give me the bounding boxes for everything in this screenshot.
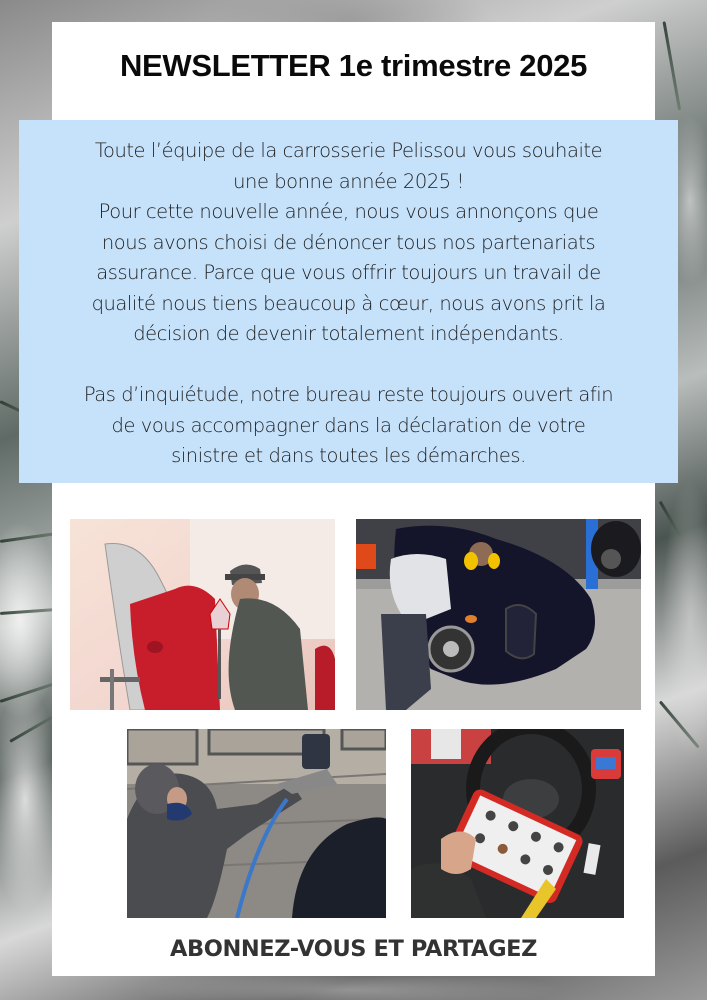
diagnostic-tablet-image <box>411 729 624 918</box>
intro-text-line: sinistre et dans toutes les démarches. <box>171 444 526 467</box>
intro-text-line: nous avons choisi de dénoncer tous nos partenariats <box>101 230 596 254</box>
intro-text-line: assurance. Parce que vous offrir toujours un travail de <box>96 261 601 284</box>
painter-spray-gun-image <box>127 729 386 918</box>
intro-text-line: de vous accompagner dans la déclaration de votre <box>111 413 586 437</box>
pine-needle-decoration <box>0 608 60 615</box>
pine-needle-decoration <box>663 21 682 110</box>
photo-painter-red-door <box>70 519 335 710</box>
intro-text-line: Toute l’équipe de la carrosserie Pelissou vous souhaite <box>94 139 603 162</box>
pine-needle-decoration <box>0 682 58 703</box>
intro-text-line: décision de devenir totalement indépendants. <box>133 322 564 345</box>
intro-text-line: une bonne année 2025 ! <box>233 169 464 193</box>
intro-text-line: Pas d’inquiétude, notre bureau reste toujours ouvert afin <box>83 383 614 406</box>
photo-diagnostic-tablet <box>411 729 624 918</box>
pine-needle-decoration <box>9 715 54 743</box>
pine-needle-decoration <box>0 532 60 543</box>
photo-mechanic-classic-car <box>356 519 641 710</box>
intro-text-line: Pour cette nouvelle année, nous vous annonçons que <box>98 200 599 223</box>
paragraph-spacer <box>25 350 672 381</box>
intro-text-line: qualité nous tiens beaucoup à cœur, nous avons prit la <box>91 291 606 315</box>
painter-red-door-image <box>70 519 335 710</box>
pine-needle-decoration <box>659 501 682 537</box>
subscribe-share-call-to-action: ABONNEZ-VOUS ET PARTAGEZ <box>169 936 538 962</box>
mechanic-classic-car-image <box>356 519 641 710</box>
newsletter-title: NEWSLETTER 1e trimestre 2025 <box>119 48 588 83</box>
intro-message-box <box>19 120 678 483</box>
photo-painter-spray-gun <box>127 729 386 918</box>
pine-needle-decoration <box>659 701 700 749</box>
